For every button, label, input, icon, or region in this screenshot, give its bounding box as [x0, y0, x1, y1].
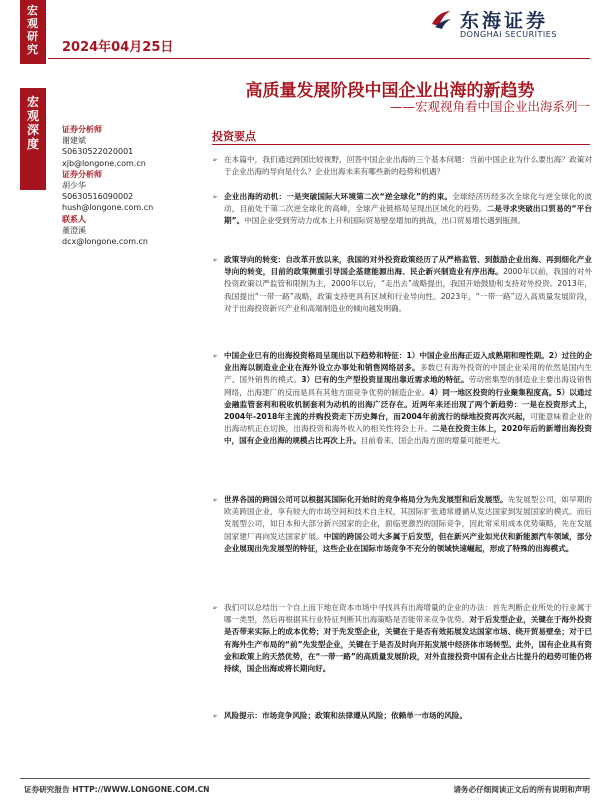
sidebar-category: 宏观研究 — [27, 4, 38, 56]
bullet-icon: ➢ — [212, 352, 218, 360]
point-emphasis: 政策导向的转变：自改革开放以来，我国的对外投资政策经历了从严格监管、到鼓励企业出海、再到细化产业导向的转变，目前的政策侧重引导国企基建能源出海、民企新兴制造业有序出海。 — [224, 255, 592, 277]
point-emphasis: 世界各国的跨国公司可以根据其国际化开始时的竞争格局分为先发展型和后发展型。 — [224, 495, 508, 504]
bullet-icon: ➢ — [212, 712, 218, 720]
bullet-icon: ➢ — [212, 156, 218, 164]
bullet-icon: ➢ — [212, 604, 218, 612]
point-emphasis: 对于后发型企业，关键在于海外投资是否带来实际上的成本优势；对于先发型企业，关键在于是否有效拓展发达国家市场、绕开贸易壁垒；对于已有海外生产布局的“前”先发型企业，关键在于是否及时向开拓发展中经济体市场转型。此外，国有企业具有资金和政策上的天然优势，在“一带一路”的高质量发展阶段，对外直接投资中国有企业占比提升的趋势可能仍将持续，国企出海或将长期向好。 — [224, 615, 593, 674]
point-text: 目前看来，国企出海方面的增量可能更大。 — [360, 436, 505, 446]
logo-text-en: DONGHAI SECURITIES — [460, 30, 557, 39]
point-emphasis: 中国企业已有的出海投资格局呈现出以下趋势和特征：1）中国企业出海正迈入成熟期和理性期。2）过往的企业出海以制造业企业在海外设立办事处和销售网络居多。 — [224, 351, 592, 373]
section-title: 投资要点 — [212, 130, 256, 143]
section-rule — [212, 144, 590, 145]
analyst-license: S0630516090002 — [62, 192, 134, 202]
point-text: 劳动密集型的制造业主要出海设销售网络，出海建厂的反而是具有其他方面竞争优势的制造企业。 — [224, 375, 593, 397]
point-text: 先发展型公司，如早期的欧美跨国企业，享有较大的市场空间和技术自主权，其国际扩张通常遵循从发达国家到发展国家的模式。而后发展型公司，如日本和大部分新兴国家的企业，面临更激烈的国际竞争，因此常采用成本优势策略，先在发展国家建厂再向发达国家扩展。 — [224, 495, 593, 541]
analyst-block — [62, 124, 202, 247]
point-text: 中国企业受到劳动力成本上升和国际贸易壁垒增加的挑战，出口贸易增长遇到瓶颈。 — [244, 216, 526, 226]
report-subtitle: ——宏观视角看中国企业出海系列一 — [389, 99, 590, 114]
point-text: 2000年以前，我国的对外投资政策以严监管和限制为主，2000年以后，“走出去”战略提出，我国开始鼓励和支持对外投资。2013年，我国提出“一带一路”战略，政策支持更具有区域和行业导向性。2023年，“一带一路”迈入高质量发展阶段，对于出海投资新兴产业和高端制造业的倾向越发明确。 — [224, 267, 592, 313]
analyst-email[interactable]: hush@longone.com.cn — [62, 203, 154, 213]
analyst-heading: 证券分析师 — [62, 125, 102, 134]
analyst-email[interactable]: xjb@longone.com.cn — [62, 158, 146, 168]
point-text: 在本篇中，我们通过跨国比较视野，回答中国企业出海的三个基本问题：当前中国企业为什么要出海？政策对于企业出海的导向是什么？企业出海未来有哪些新的趋势和机遇？ — [224, 155, 592, 177]
analyst-name: 谢建斌 — [62, 136, 86, 146]
risk-warning — [212, 710, 592, 722]
logo-mark-icon — [430, 8, 452, 30]
risk-label: 风险提示： — [224, 711, 262, 720]
sidebar-report-type: 宏观深度 — [27, 95, 40, 151]
report-title: 高质量发展阶段中国企业出海的新趋势 — [245, 81, 535, 101]
contact-email[interactable]: dcx@longone.com.cn — [62, 237, 149, 247]
analyst-license: S0630522020001 — [62, 147, 134, 157]
risk-text: 市场竞争风险；政策和法律遵从风险；依赖单一市场的风险。 — [261, 711, 467, 720]
bullet-icon: ➢ — [212, 256, 218, 264]
point-emphasis: 企业出海的动机：一是突破国际大环境第二次“逆全球化”的约束。 — [224, 192, 453, 201]
contact-heading: 联系人 — [62, 214, 86, 224]
footer-website[interactable]: 证券研究报告 HTTP://WWW.LONGONE.COM.CN — [24, 785, 210, 794]
summary-point-3 — [212, 254, 592, 315]
report-date: 2024年04月25日 — [62, 40, 174, 55]
point-text: 可能意味着企业的出海动机正在切换，出海投资和海外收入的相关性将会上升。 — [224, 412, 592, 434]
company-logo — [430, 4, 590, 44]
point-emphasis: 4）同一地区投资的行业聚集程度高。5）以通过金融监管套利和税收机制套利为动机的出海广泛存在。近两年来还出现了两个新趋势：一是在投资形式上，2004年-2018年主流的并购投资走下历史舞台，而2004年前流行的绿地投资再次兴起， — [224, 387, 592, 422]
header-rule — [48, 58, 590, 59]
point-text: 多数已有海外投资的中国企业采用的依然是国内生产、国外销售的模式。 — [224, 363, 592, 385]
summary-point-2 — [212, 191, 592, 228]
summary-point-4 — [212, 350, 592, 448]
analyst-name: 胡少华 — [62, 181, 86, 191]
logo-text-cn: 东海证券 — [460, 10, 549, 32]
point-text: 全球经济历经多次全球化与逆全球化的波动，目前处于第二次逆全球化的高峰，全球产业链格局呈现出区域化的趋势。 — [224, 192, 593, 214]
footer-disclaimer: 请务必仔细阅读正文后的所有说明和声明 — [453, 785, 590, 794]
contact-name: 董澄溪 — [62, 225, 86, 235]
point-emphasis: 中国的跨国公司大多属于后发型，但在新兴产业如光伏和新能源汽车领域，部分企业展现出先发展型的特征，这些企业在国际市场竞争不充分的领域快速崛起，形成了特殊的出海模式。 — [224, 531, 592, 553]
point-text: 我们可以总结出一个自上而下地在资本市场中寻找具有出海增量的企业的办法：首先判断企业所处的行业属于哪一类型，然后再根据其行业特征判断其出海策略是否能带来竞争优势。 — [224, 603, 592, 625]
point-emphasis: 3）已有的生产型投资显现出靠近需求地的特征。 — [301, 375, 469, 385]
analyst-heading: 证券分析师 — [62, 169, 102, 179]
bullet-icon: ➢ — [212, 193, 218, 201]
summary-point-1 — [212, 154, 592, 178]
footer-rule — [20, 778, 590, 779]
summary-point-6 — [212, 602, 592, 675]
point-emphasis: 二是在投资主体上，2020年后的新增出海投资中，国有企业出海的规模占比再次上升。 — [224, 424, 593, 446]
bullet-icon: ➢ — [212, 496, 218, 504]
point-emphasis: 二是寻求突破出口贸易的“平台期”。 — [224, 204, 592, 226]
summary-point-5 — [212, 494, 592, 555]
